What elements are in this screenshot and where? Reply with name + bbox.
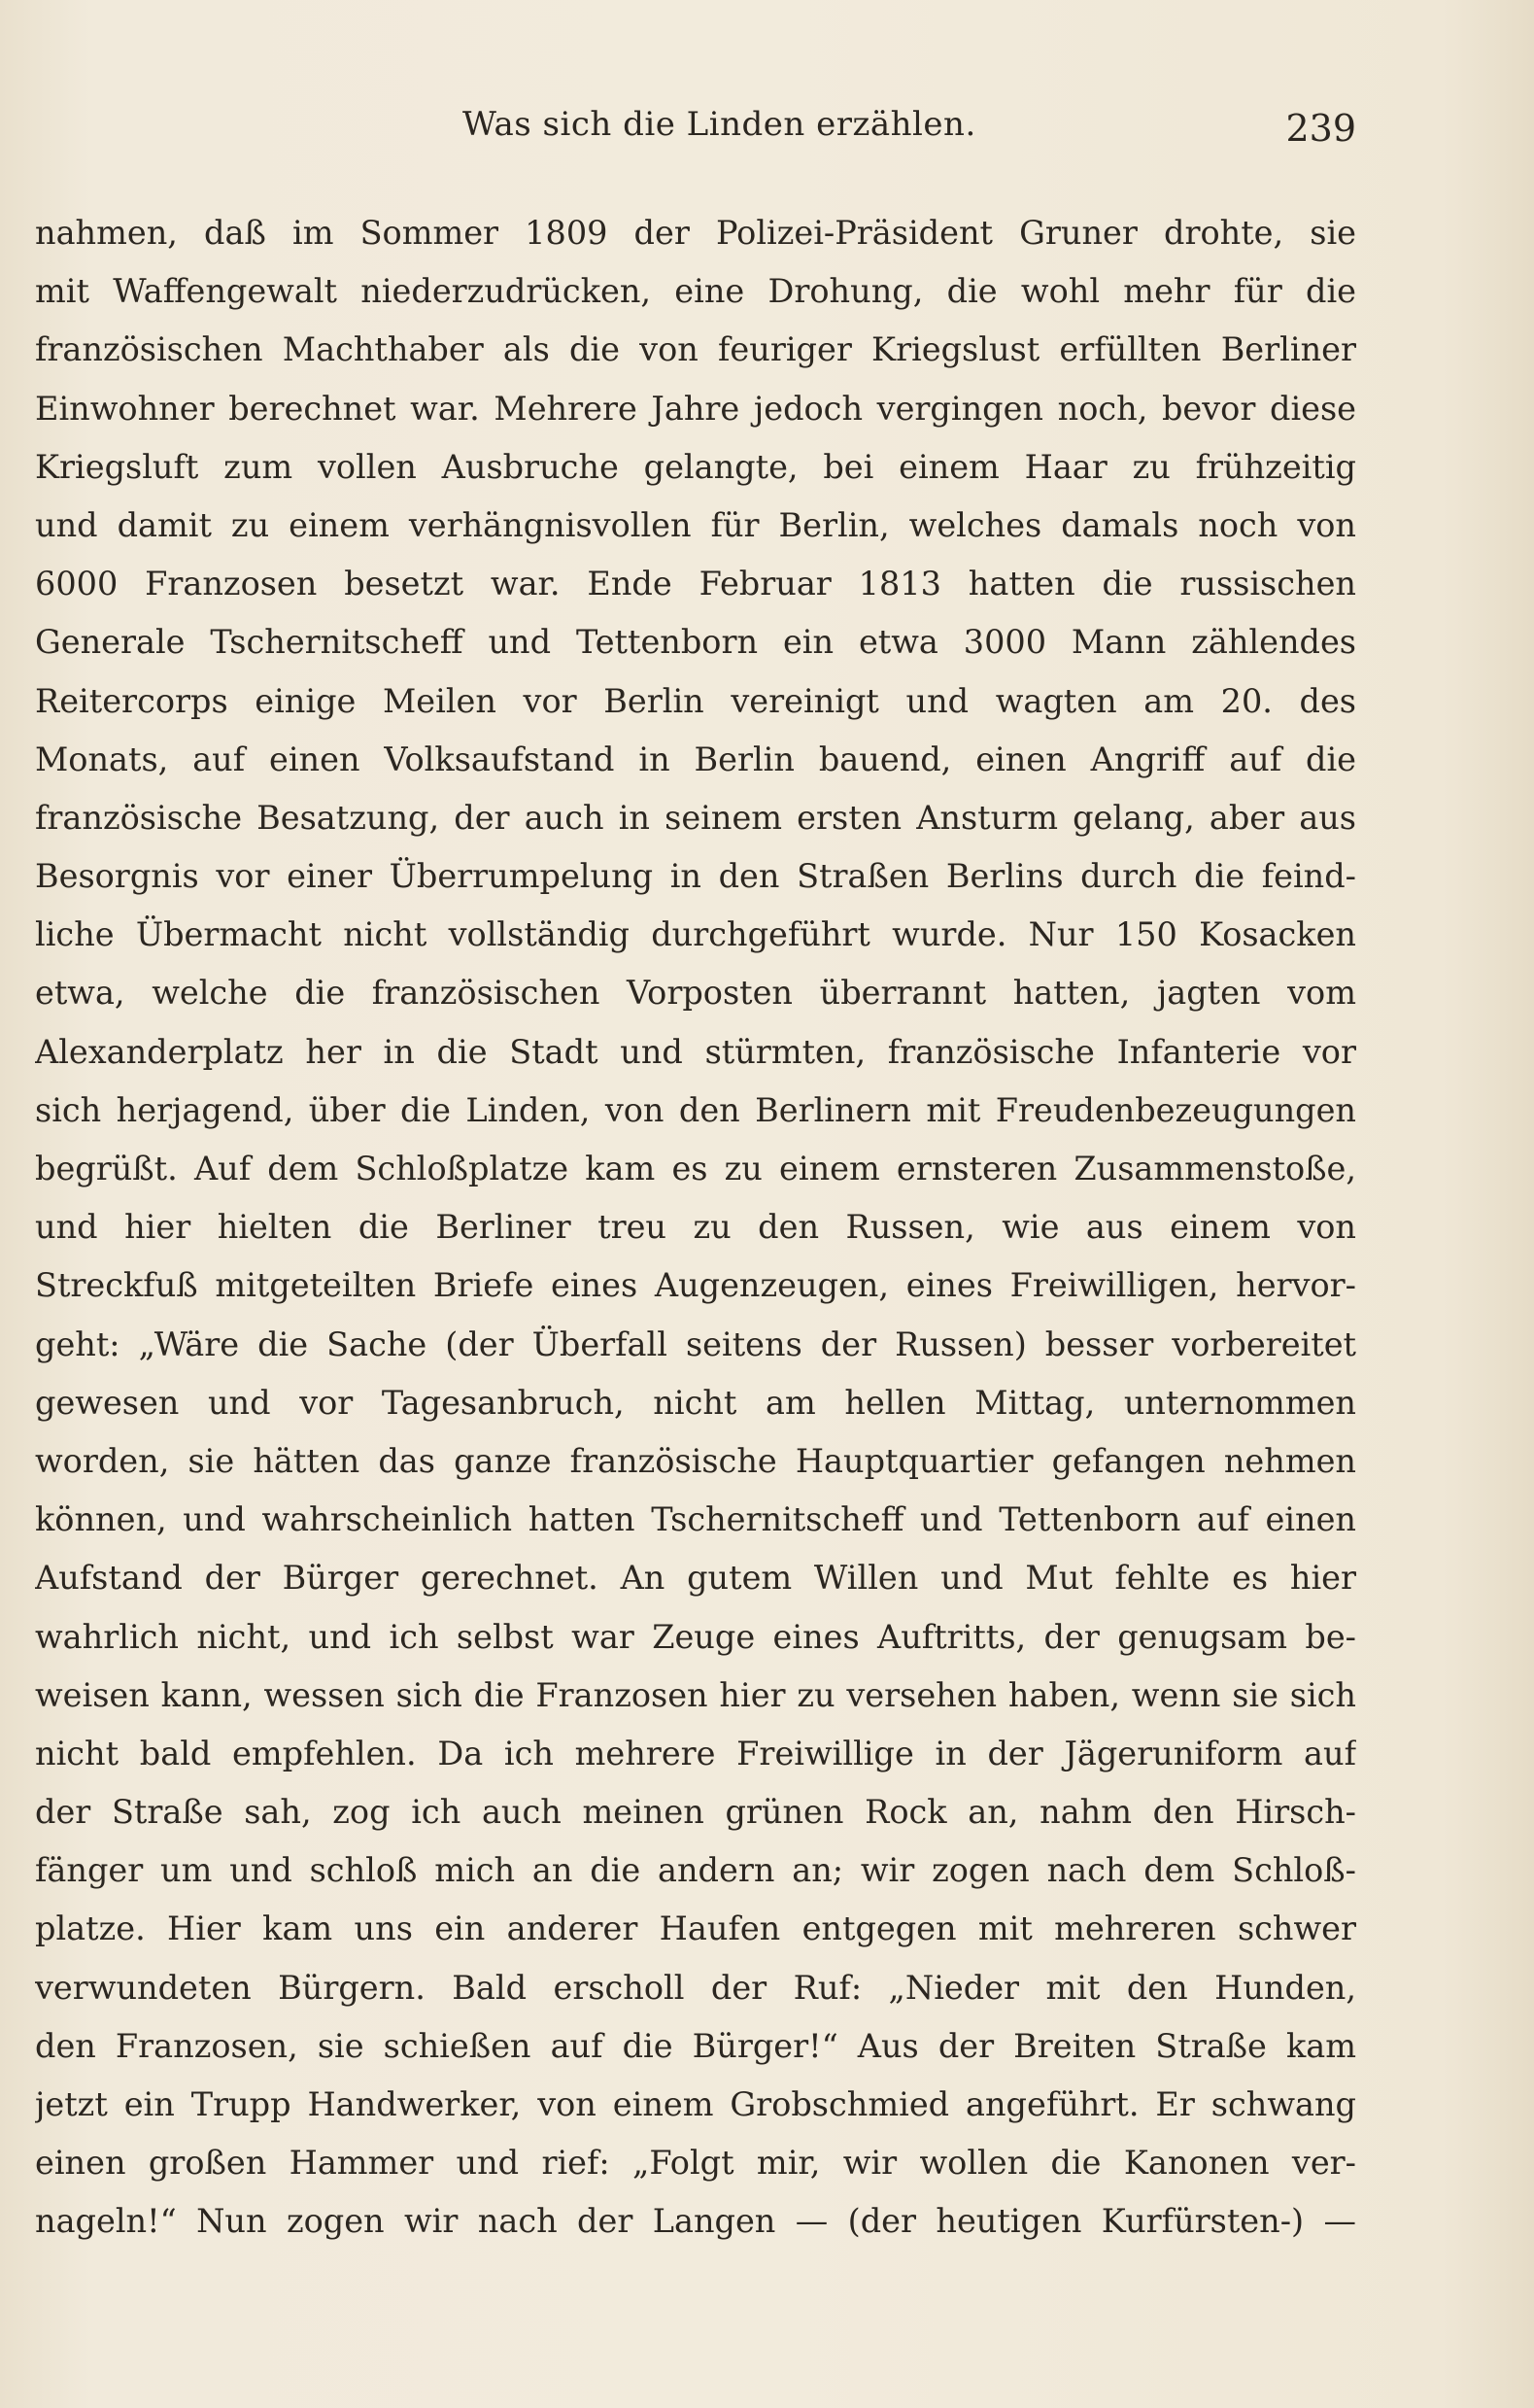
text-line: Aufstand der Bürger gerechnet. An gutem Willen und Mut fehlte es hier <box>35 1559 1356 1598</box>
text-line: Einwohner berechnet war. Mehrere Jahre jedoch vergingen noch, bevor diese <box>35 389 1356 428</box>
text-line: platze. Hier kam uns ein anderer Haufen entgegen mit mehreren schwer <box>35 1909 1356 1948</box>
text-line: Reitercorps einige Meilen vor Berlin vereinigt und wagten am 20. des <box>35 681 1356 720</box>
text-line: Alexanderplatz her in die Stadt und stürmten, französische Infanterie vor <box>35 1032 1356 1071</box>
text-line: etwa, welche die französischen Vorposten überrannt hatten, jagten vom <box>35 974 1356 1013</box>
text-line: liche Übermacht nicht vollständig durchgeführt wurde. Nur 150 Kosacken <box>35 915 1356 954</box>
text-line: verwundeten Bürgern. Bald erscholl der Ruf: „Nieder mit den Hunden, <box>35 1968 1356 2007</box>
text-line: französische Besatzung, der auch in seinem ersten Ansturm gelang, aber aus <box>35 798 1356 837</box>
text-line: können, und wahrscheinlich hatten Tschernitscheff und Tettenborn auf einen <box>35 1500 1356 1539</box>
text-line: französischen Machthaber als die von feuriger Kriegslust erfüllten Berliner <box>35 330 1356 369</box>
text-line: Streckfuß mitgeteilten Briefe eines Augenzeugen, eines Freiwilligen, hervor- <box>35 1266 1356 1305</box>
text-line: den Franzosen, sie schießen auf die Bürger!“ Aus der Breiten Straße kam <box>35 2026 1356 2065</box>
text-line: Monats, auf einen Volksaufstand in Berlin bauend, einen Angriff auf die <box>35 740 1356 778</box>
text-line: wahrlich nicht, und ich selbst war Zeuge eines Auftritts, der genugsam be- <box>35 1617 1356 1656</box>
text-line: jetzt ein Trupp Handwerker, von einem Grobschmied angeführt. Er schwang <box>35 2085 1356 2123</box>
text-line: und damit zu einem verhängnisvollen für Berlin, welches damals noch von <box>35 505 1356 544</box>
text-line: Besorgnis vor einer Überrumpelung in den Straßen Berlins durch die feind- <box>35 857 1356 896</box>
text-line: und hier hielten die Berliner treu zu den Russen, wie aus einem von <box>35 1208 1356 1247</box>
text-line: worden, sie hätten das ganze französische Hauptquartier gefangen nehmen <box>35 1441 1356 1480</box>
text-line: fänger um und schloß mich an die andern an; wir zogen nach dem Schloß- <box>35 1851 1356 1890</box>
text-line: geht: „Wäre die Sache (der Überfall seitens der Russen) besser vorbereitet <box>35 1324 1356 1363</box>
text-line: Generale Tschernitscheff und Tettenborn ein etwa 3000 Mann zählendes <box>35 623 1356 662</box>
text-line: nicht bald empfehlen. Da ich mehrere Freiwillige in der Jägeruniform auf <box>35 1734 1356 1772</box>
text-line: der Straße sah, zog ich auch meinen grünen Rock an, nahm den Hirsch- <box>35 1793 1356 1832</box>
running-head <box>35 105 1356 163</box>
body-text <box>35 204 1356 2252</box>
text-line: mit Waffengewalt niederzudrücken, eine Drohung, die wohl mehr für die <box>35 272 1356 311</box>
text-line: Kriegsluft zum vollen Ausbruche gelangte, bei einem Haar zu frühzeitig <box>35 447 1356 486</box>
page-number: 239 <box>1285 107 1356 150</box>
text-line: einen großen Hammer und rief: „Folgt mir, wir wollen die Kanonen ver- <box>35 2144 1356 2183</box>
text-line: 6000 Franzosen besetzt war. Ende Februar 1813 hatten die russischen <box>35 565 1356 603</box>
text-line: sich herjagend, über die Linden, von den Berlinern mit Freudenbezeugungen <box>35 1090 1356 1129</box>
text-line: gewesen und vor Tagesanbruch, nicht am hellen Mittag, unternommen <box>35 1383 1356 1422</box>
text-line: nageln!“ Nun zogen wir nach der Langen — (der heutigen Kurfürsten-) — <box>35 2202 1356 2241</box>
text-line: weisen kann, wessen sich die Franzosen hier zu versehen haben, wenn sie sich <box>35 1675 1356 1714</box>
running-title: Was sich die Linden erzählen. <box>462 105 976 144</box>
text-line: begrüßt. Auf dem Schloßplatze kam es zu einem ernsteren Zusammenstoße, <box>35 1150 1356 1187</box>
text-line: nahmen, daß im Sommer 1809 der Polizei-Präsident Gruner drohte, sie <box>35 214 1356 252</box>
